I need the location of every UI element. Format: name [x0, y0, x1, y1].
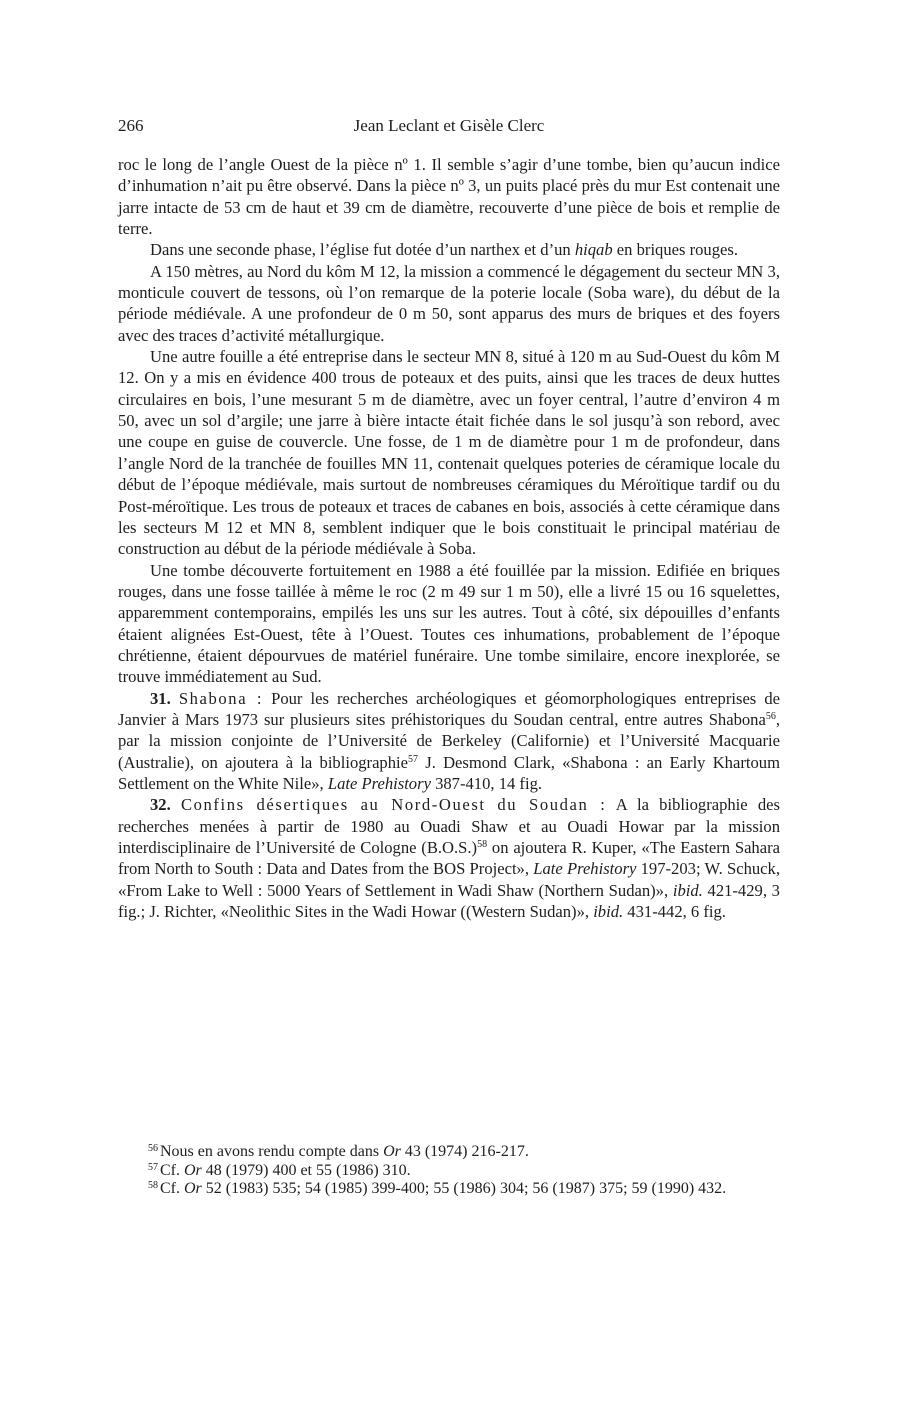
text-run: 48 (1979) 400 et 55 (1986) 310. [201, 1161, 411, 1179]
running-title: Jean Leclant et Gisèle Clerc [353, 116, 545, 135]
text-run: Cf. [160, 1180, 184, 1197]
page-header [118, 116, 780, 140]
document-page [118, 0, 780, 1416]
section-number: 32. [150, 795, 171, 815]
text-run: 52 (1983) 535; 54 (1985) 399-400; 55 (1986) 304; 56 (1987) 375; 59 (1990) 432. [201, 1180, 727, 1197]
italic-term: Or [184, 1161, 202, 1179]
text-run: en briques rouges. [612, 240, 739, 260]
italic-term: hiqab [574, 240, 613, 260]
footnote-ref: 56 [765, 710, 776, 722]
footnote [118, 1180, 780, 1199]
text-run: 43 (1974) 216-217. [400, 1143, 529, 1160]
footnote-ref: 58 [477, 839, 488, 850]
italic-title: Late Prehistory [327, 773, 431, 793]
text-run: , par la mission conjointe de l’Université de Berkeley (Californie) et l’Université Macquarie (Australie), on ajoutera à la bibliographie [118, 709, 780, 772]
italic-term: Or [184, 1180, 202, 1197]
section-title: Confins désertiques au Nord-Ouest du Soudan : [180, 795, 607, 815]
italic-title: Late Prehistory [533, 859, 637, 879]
paragraph: Une autre fouille a été entreprise dans le secteur MN 8, situé à 120 m au Sud-Ouest du kôm M 12. On y a mis en évidence 400 trous de poteaux et des puits, ainsi que les traces de deux huttes circulaires en bois, l’une mesurant 5 m de diamètre, avec un foyer central, l’autre d’environ 4 m 50, avec un sol d’argile; une jarre à bière intacte était fichée dans le sol jusqu’à son rebord, avec une coupe en guise de couvercle. Une fosse, de 1 m de diamètre pour 1 m de profondeur, dans l’angle Nord de la tranchée de fouilles MN 11, contenait quelques poteries de céramique locale du début de l’époque médiévale, mais surtout de nombreuses céramiques du Méroïtique tardif ou du Post-méroïtique. Les trous de poteaux et traces de cabanes en bois, associés à cette céramique dans les secteurs M 12 et MN 8, semblent indiquer que le bois constituait le principal matériau de construction au début de la période médiévale à Soba. [118, 347, 780, 559]
text-run: J. Desmond Clark, «Shabona : an Early Khartoum Settlement on the White Nile», [118, 752, 780, 793]
footnote-ref: 57 [408, 753, 419, 765]
footnotes [118, 1143, 780, 1199]
section-title: Shabona : [178, 688, 264, 708]
section-number: 31. [150, 688, 171, 708]
text-run: on ajoutera R. Kuper, «The Eastern Sahara from North to South : Data and Dates from the BOS Project», [118, 838, 780, 879]
section-31 [118, 688, 780, 795]
text-run: 387-410, 14 fig. [430, 773, 543, 793]
text-run: Dans une seconde phase, l’église fut dotée d’un narthex et d’un [150, 240, 575, 260]
footnote-mark: 58 [148, 1180, 158, 1191]
text-run: 431-442, 6 fig. [623, 902, 726, 922]
text-run: 197-203; W. Schuck, «From Lake to Well : 5000 Years of Settlement in Wadi Shaw (Northern Sudan)», [118, 859, 780, 900]
text-run: Pour les recherches archéologiques et géomorphologiques entreprises de Janvier à Mars 1973 sur plusieurs sites préhistoriques du Soudan central, entre autres Shabona [118, 688, 780, 729]
paragraph: roc le long de l’angle Ouest de la pièce nº 1. Il semble s’agir d’une tombe, bien qu’aucun indice d’inhumation n’ait pu être observé. Dans la pièce nº 3, un puits placé près du mur Est contenait une jarre intacte de 53 cm de haut et 39 cm de diamètre, recouverte d’une pièce de bois et remplie de terre. [118, 155, 780, 239]
paragraph: Une tombe découverte fortuitement en 1988 a été fouillée par la mission. Edifiée en briques rouges, dans une fosse taillée à même le roc (2 m 49 sur 1 m 50), elle a livré 15 ou 16 squelettes, apparemment contemporains, empilés les uns sur les autres. Tout à côté, six dépouilles d’enfants étaient alignées Est-Ouest, tête à l’Ouest. Toutes ces inhumations, probablement de l’époque chrétienne, étaient dépourvues de matériel funéraire. Une tombe similaire, encore inexplorée, se trouve immédiatement au Sud. [118, 560, 780, 687]
footnote [118, 1143, 780, 1162]
text-run: 421-429, 3 fig.; J. Richter, «Neolithic Sites in the Wadi Howar ((Western Sudan)», [118, 880, 780, 922]
text-run: A la bibliographie des recherches menées à partir de 1980 au Ouadi Shaw et au Ouadi Howar par la mission interdisciplinaire de l’Université de Cologne (B.O.S.) [118, 795, 780, 857]
text-run: Cf. [160, 1161, 184, 1179]
page-number: 266 [118, 116, 144, 135]
paragraph [118, 239, 780, 260]
section-32 [118, 794, 780, 922]
italic-term: ibid. [593, 902, 624, 922]
footnote-mark: 56 [148, 1143, 158, 1154]
paragraph: A 150 mètres, au Nord du kôm M 12, la mission a commencé le dégagement du secteur MN 3, monticule couvert de tessons, où l’on remarque de la poterie locale (Soba ware), du début de la période médiévale. A une profondeur de 0 m 50, sont apparus des murs de briques et des foyers avec des traces d’activité métallurgique. [118, 261, 780, 345]
italic-term: ibid. [672, 880, 703, 900]
text-run: Nous en avons rendu compte dans [160, 1143, 384, 1160]
footnote [118, 1162, 780, 1181]
footnote-mark: 57 [148, 1161, 158, 1173]
italic-term: Or [383, 1143, 401, 1160]
body-text [118, 154, 780, 922]
